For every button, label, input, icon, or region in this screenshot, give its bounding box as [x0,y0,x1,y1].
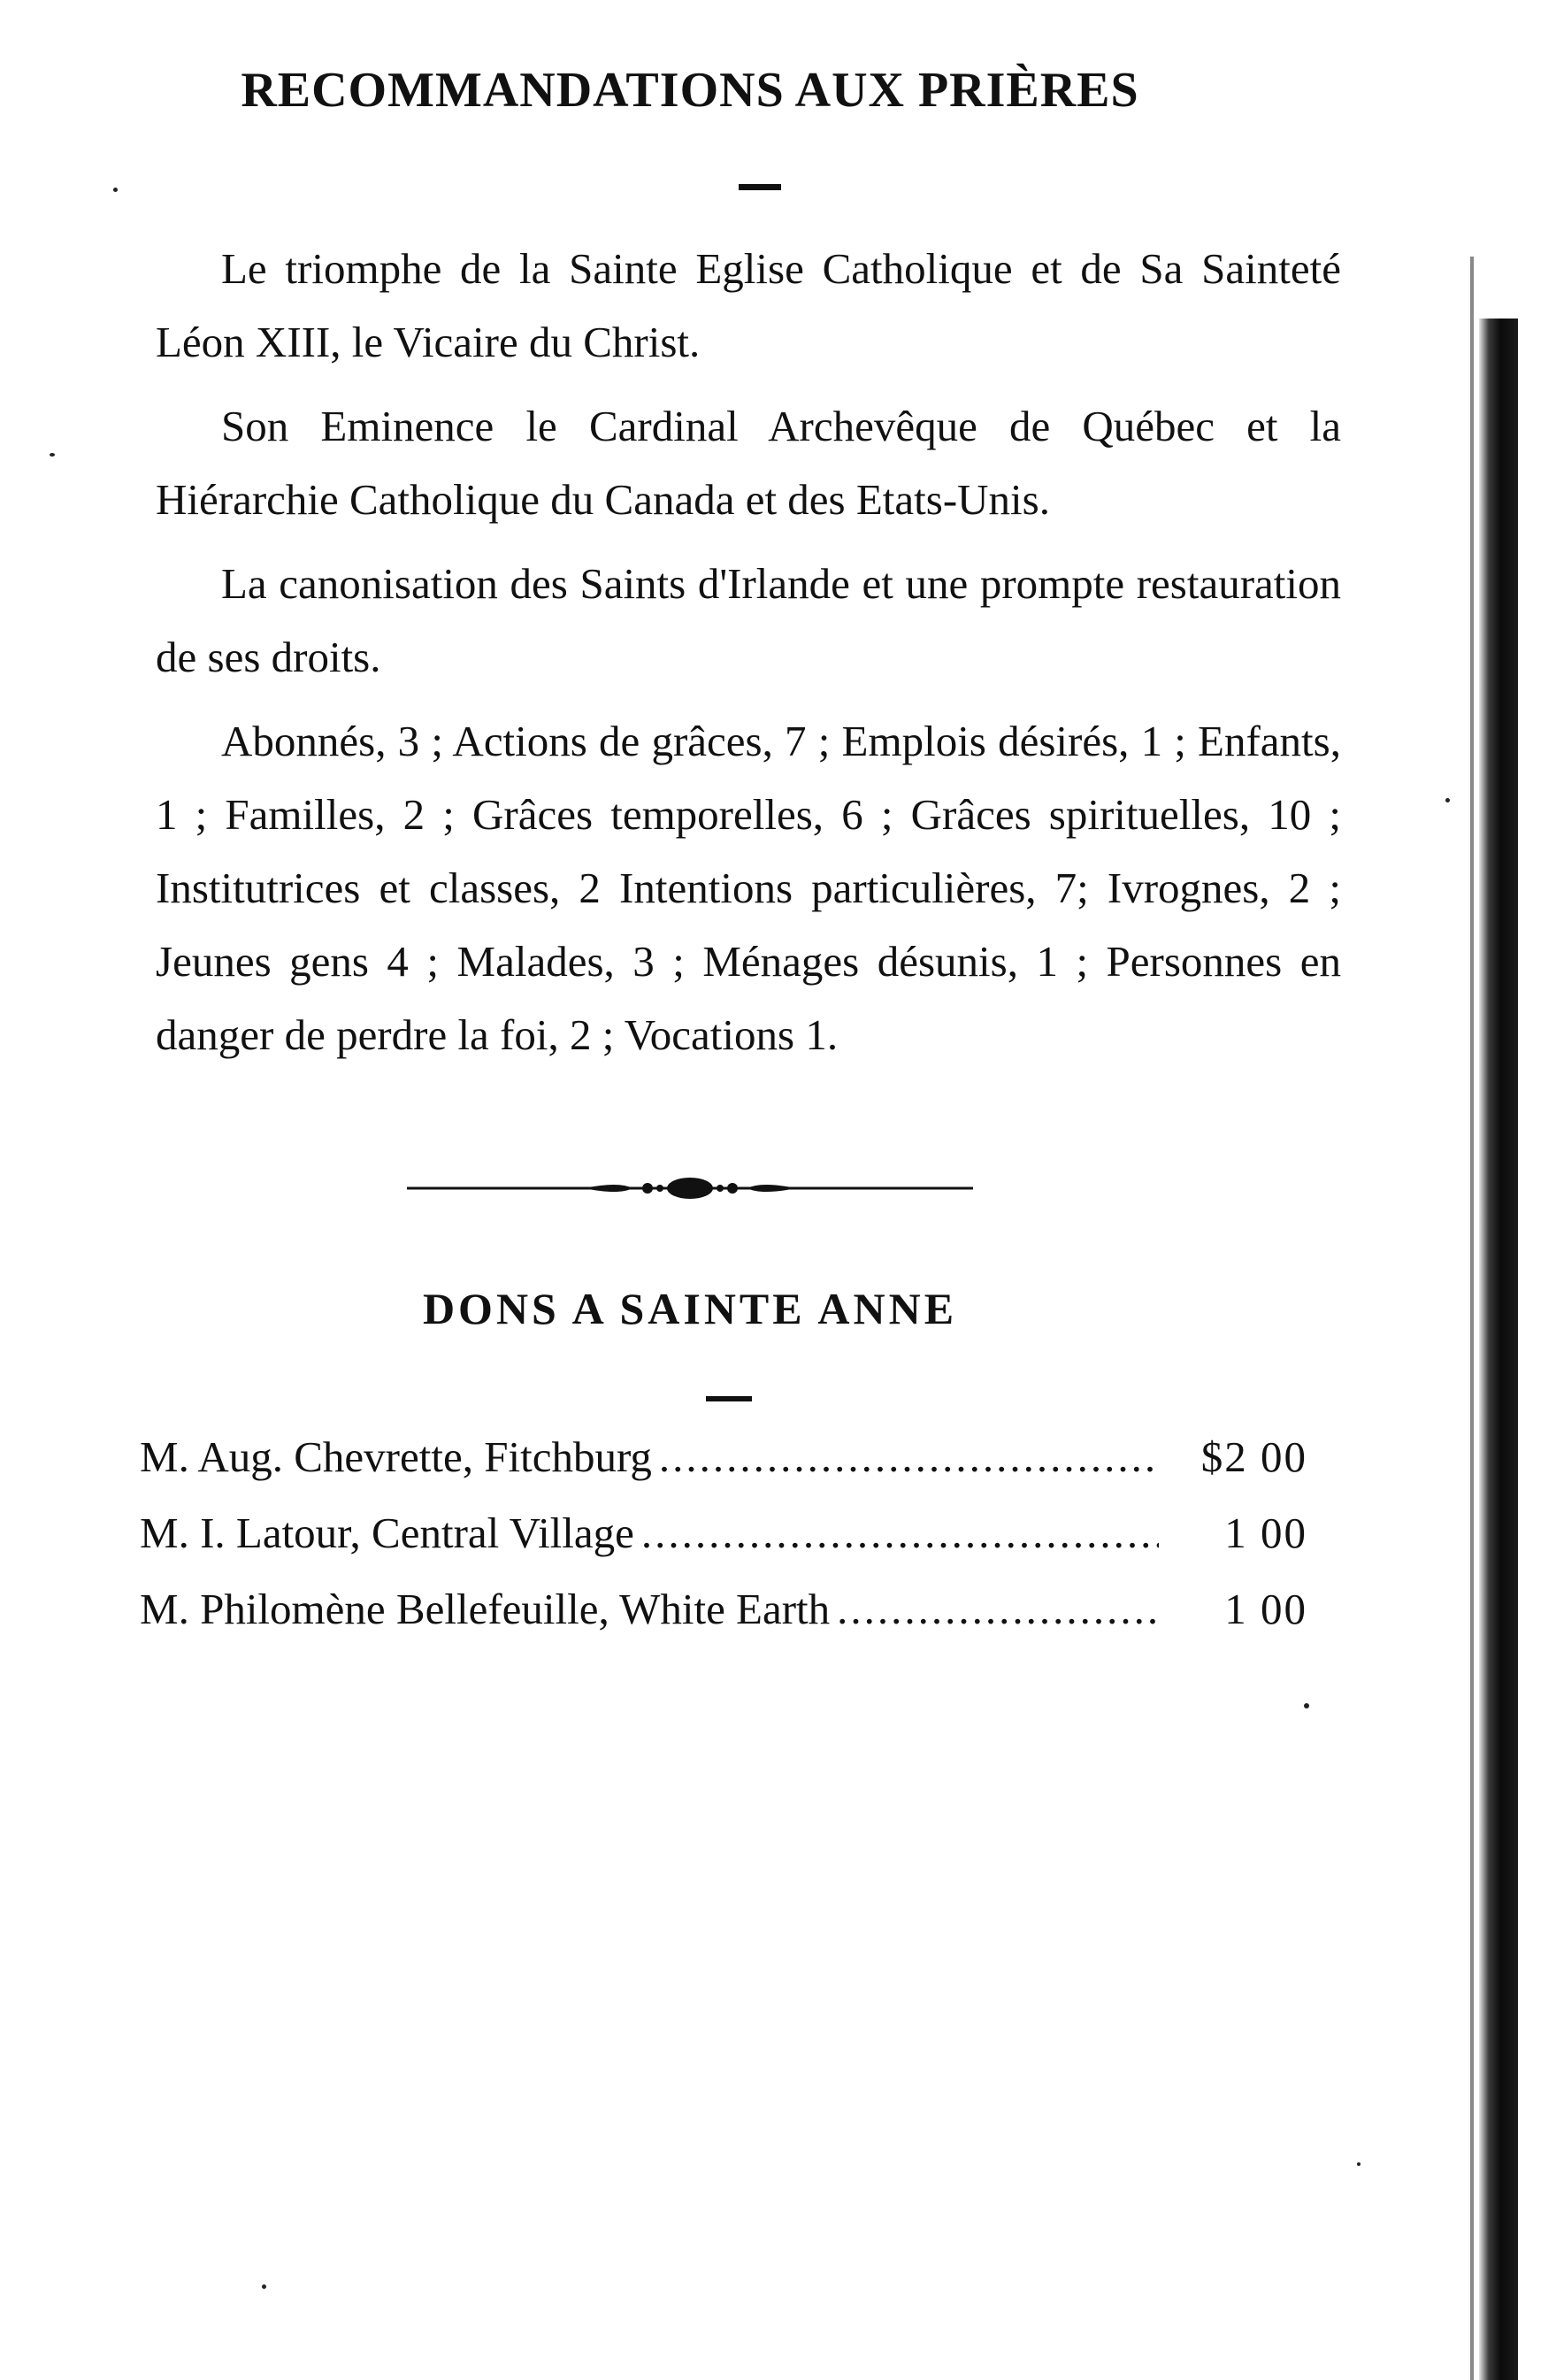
donor-name: M. Philomène Bellefeuille, White Earth [140,1585,831,1633]
binding-shadow-line [1470,257,1474,2380]
prayer-paragraph: Son Eminence le Cardinal Archevêque de Québec et la Hiérarchie Catholique du Canada et des Etats-Unis. [156,402,1341,524]
donation-amount: $2 00 [1200,1432,1307,1481]
prayer-paragraph: Abonnés, 3 ; Actions de grâces, 7 ; Emplois désirés, 1 ; Enfants, 1 ; Familles, 2 ; Grâces temporelles, 6 ; Grâces spirituelles, 10 ; Institutrices et classes, 2 Intentions particulières, 7; Ivrognes, 2 ; Jeunes gens 4 ; Malades, 3 ; Ménages désunis, 1 ; Personnes en danger de perdre la foi, 2 ; Vocations 1. [156,717,1341,1059]
page-title: RECOMMANDATIONS AUX PRIÈRES [241,63,1139,118]
dot-leader [837,1584,1159,1634]
binding-edge [1479,319,1518,2380]
donations-heading: DONS A SAINTE ANNE [422,1284,958,1333]
section-rule [706,1396,752,1401]
donor-name: M. Aug. Chevrette, Fitchburg [140,1432,652,1481]
scan-speck [113,188,118,192]
prayer-recommendations [156,232,1341,1082]
donation-amount: 1 00 [1224,1509,1307,1557]
prayer-paragraph: Le triomphe de la Sainte Eglise Catholique et de Sa Sainteté Léon XIII, le Vicaire du Christ. [156,244,1341,366]
donor-name: M. I. Latour, Central Village [140,1509,634,1557]
scan-speck [262,2284,266,2289]
prayer-paragraph: La canonisation des Saints d'Irlande et une prompte restauration de ses droits. [156,559,1341,681]
scan-speck [50,453,55,457]
donation-row [140,1584,1307,1660]
dot-leader [641,1508,1159,1558]
donation-amount: 1 00 [1224,1585,1307,1633]
donation-row [140,1432,1307,1508]
scan-speck [1304,1703,1309,1708]
title-rule [739,184,781,190]
ornament-divider [407,1171,973,1206]
scan-speck [1445,798,1450,802]
donations-list [140,1432,1307,1660]
donation-row [140,1508,1307,1584]
scan-speck [1357,2162,1361,2166]
dot-leader [659,1432,1159,1482]
